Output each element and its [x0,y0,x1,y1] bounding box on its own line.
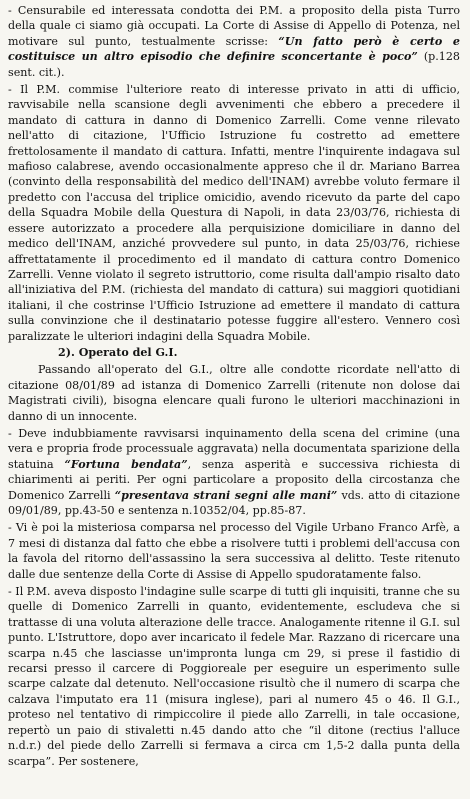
text-segment: in quanto, evidentemente, escludeva che si trattasse di una voluta alterazione delle tracce. Analogamente ritenne il G.I. sul punto. L'Istruttore, dopo aver incaricato il fedele Mar. Razzano di ricercare una scarpa n.45 che lasciasse un'impronta lunga cm 29, si prese il fastidio di recarsi presso il carcere di Poggioreale per eseguire un esperimento sulle scarpe calzate dal detenuto. Nell'occasione risultò che il numero di scarpa che calzava l'imputato era 11 (misura inglese), pari al numero 45 o 46. Il G.I., proteso nel tentativo di rimpiccolire il piede allo Zarrelli, in tale occasione, repertò un paio di stivaletti n.45 dando atto che [8,600,460,737]
text-segment: documentata sparizione della statuina [8,442,461,471]
text-segment: - Vi è poi la misteriosa comparsa nel processo del Vigile Urbano Franco Arfè [8,521,446,535]
paragraph-vigile-urbano-arfe [8,520,460,582]
text-segment: “Fortuna bendata” [64,457,188,471]
text-segment: che ebbe a risolvere tutti i problemi dell'accusa con la favola del ritorno dell'assassino la sera successiva al delitto [8,536,460,566]
text-segment: , ravvisabile nella scansione degli avvenimenti che ebbero a precedere il mandato di cattura in danno di Domenico Zarrelli. Come venne rilevato nell'atto di citazione, l'Ufficio Istruzione fu costretto ad emettere frettolosamente il mandato di cattura. Infatti, mentre l'inquirente indagava sul mafioso calabrese, avendo occasionalmente appreso che il dr. Mariano Barrea (convinto della responsabilità del medico dell'INAM) avrebbe voluto fermare il predetto con l'accusa del triplice omicidio, [8,83,460,204]
text-segment: avendo ricevuto da parte del capo della Squadra Mobile della Questura di Napoli, in data 23/03/76, richiesta di essere autorizzato a procedere alla perquisizione domiciliare in danno del medico dell'INAM, anziché provvedere sul punto, in data 25/03/76, richiese affrettatamente [8,190,460,266]
text-segment: - Il P.M. aveva disposto l'indagine sulle scarpe di tutti gli inquisiti, tranne che su quelle di Domenico Zarrelli [8,585,460,614]
text-segment: - Censurabile ed interessata condotta dei P.M. a proposito della pista Turro della quale ci siamo già occupati. La Corte di Assise di Appello di Potenza, nel motivare sul punto, testualmente scrisse: [8,4,460,48]
text-segment: - Deve indubbiamente ravvisarsi inquinamento della scena del crimine (una vera e propria frode processuale aggravata) nella [8,426,460,456]
text-segment: (p.128 sent. cit.). [8,50,460,79]
text-segment: - Il P.M. commise l'ulteriore reato di interesse privato in atti di ufficio [8,83,457,97]
paragraph-condotta-pm-turro [8,3,460,80]
paragraph-fortuna-bendata [8,426,460,518]
section-heading-operato-gi [8,345,460,360]
text-segment: . Per sostenere, [51,754,139,768]
text-segment: Passando all'operato del G.I. [38,363,210,377]
text-segment: vds. atto di citazione 09/01/89, pp.43-50 e sentenza n.10352/04, pp.85-87. [8,488,461,517]
paragraph-operato-gi-intro [8,362,460,424]
text-segment: “presentava strani segni alle mani” [114,488,338,502]
text-segment: il procedimento ed il mandato di cattura contro Domenico Zarrelli. Venne violato il segreto istruttorio, come risulta dall'ampio risalto dato all'iniziativa del P.M. (richiesta del mandato di cattura) sui maggiori quotidiani italiani, il che costrinse l'Ufficio Istruzione ad emettere il mandato di cattura sulla convinzione che il destinatario potesse fuggire all'estero. Vennero così paralizzate le ulteriori indagini della Squadra Mobile. [8,252,460,343]
text-segment: . Teste ritenuto dalle due sentenze della Corte di Assise di Appello spudoratamente falso. [8,552,460,581]
paragraph-scarpe-inquisiti [8,584,460,769]
text-segment: , senza asperità e successiva richiesta di chiarimenti ai periti. Per ogni particolare a proposito della circostanza che Domenico Zarrelli [8,457,460,502]
text-segment: “il ditone (rectius l'alluce n.d.r.) del piede dello Zarrelli si fermava a circa cm 1,5-2 dalla punta della scarpa” [8,723,460,768]
text-segment: , a 7 mesi di distanza dal fatto [8,521,460,550]
text-segment: , oltre alle condotte ricordate nell'atto di citazione 08/01/89 ad istanza di Domenico Zarrelli (ritenute non dolose dai Magistrati civili), bisogna elencare quali furono le ulteriori macchinazioni in danno di un innocente. [8,363,460,423]
paragraph-reato-interesse-privato [8,82,460,344]
text-segment: “Un fatto però è certo e costituisce un altro episodio che definire sconcertante è poco” [8,34,460,64]
text-segment: 2). Operato del G.I. [58,345,178,359]
